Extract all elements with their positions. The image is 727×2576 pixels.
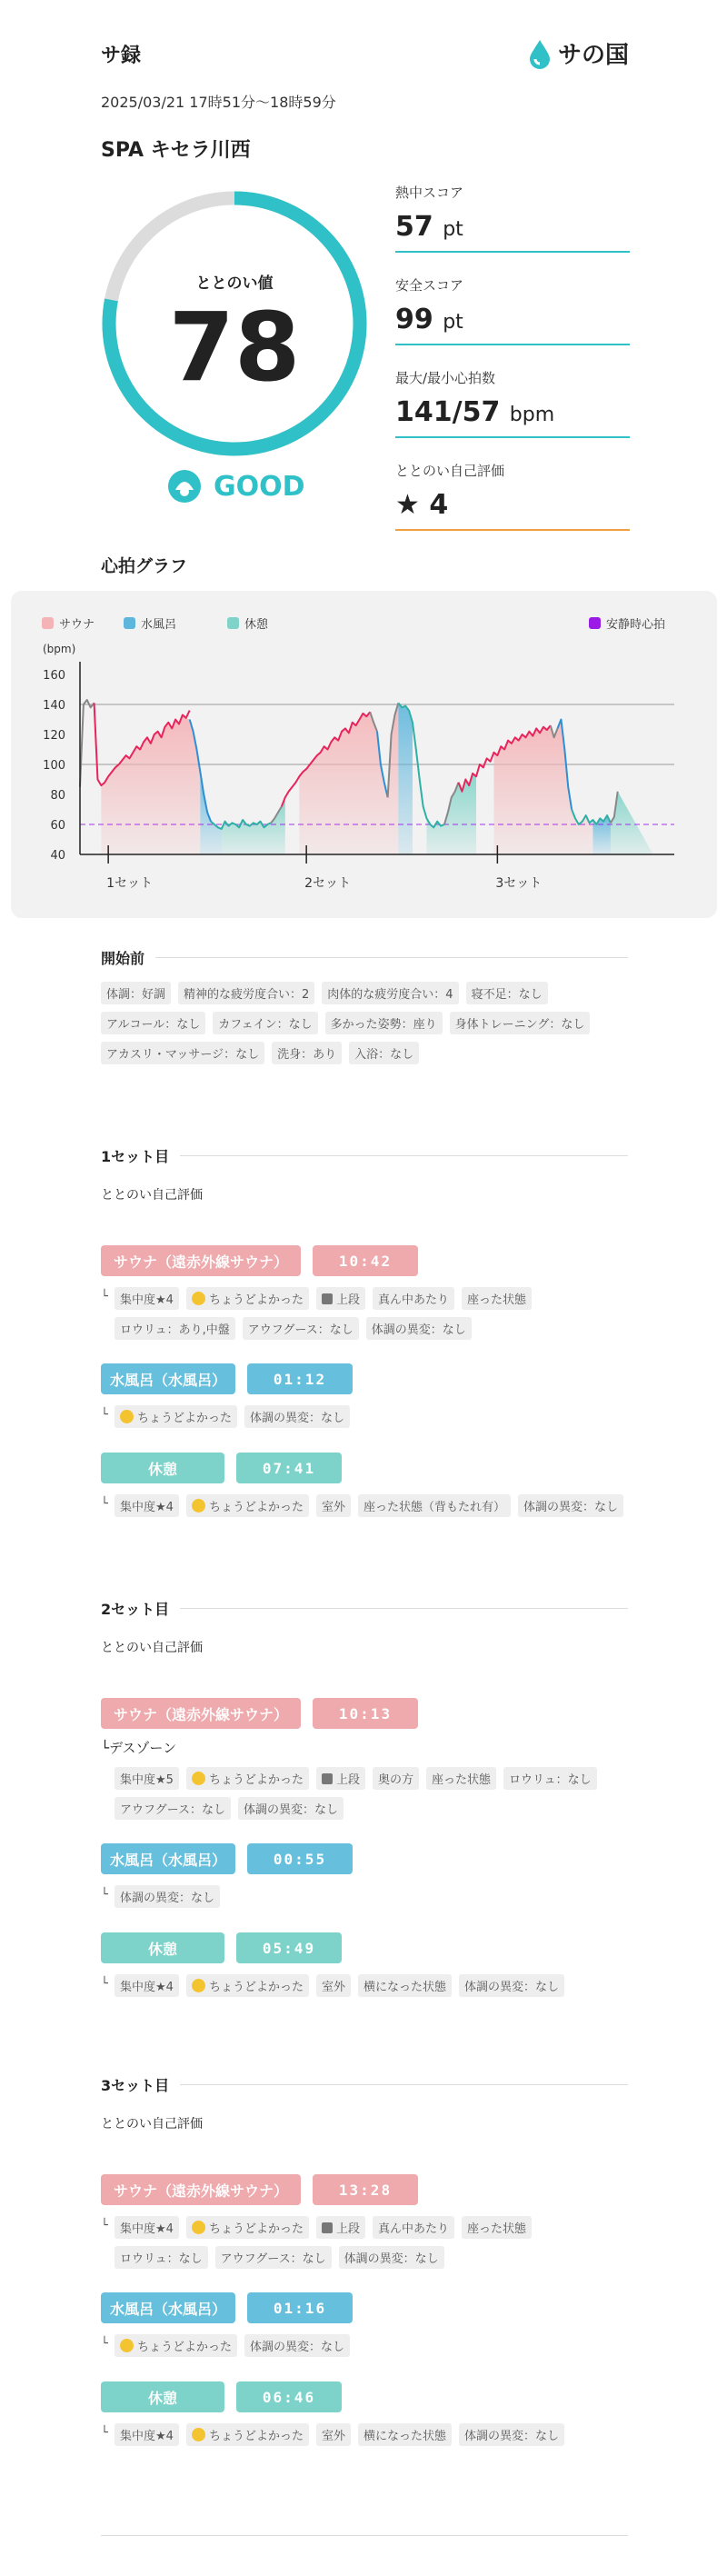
cold-pill: 水風呂（水風呂） [101,1363,235,1394]
sauna-time: 10:42 [313,1245,418,1276]
cold-pill: 水風呂（水風呂） [101,1843,235,1874]
tag: 室外 [316,1494,351,1517]
score-value: 57 pt [395,211,463,243]
branch-icon: └ [101,1408,108,1422]
tag: 洗身：あり [272,1042,342,1064]
sauna-tags [115,1767,623,1820]
branch-icon: └ [101,1290,108,1303]
y-tick-label: 40 [50,849,65,863]
y-tick-label: 140 [43,699,65,713]
before-section-header: 開始前 [101,947,628,968]
y-tick-label: 60 [50,819,65,833]
set-label: 3セット [495,876,543,891]
tag: 座った状態（背もたれ有） [358,1494,511,1517]
tag: ロウリュ：なし [115,2246,208,2269]
grade-badge [166,468,305,504]
tag: ちょうどよかった [186,1287,309,1310]
tag: 集中度★4 [115,1974,179,1997]
tag: 奥の方 [373,1767,419,1790]
tag: 座った状態 [462,2216,532,2239]
tag: ちょうどよかった [186,2216,309,2239]
branch-icon: └ [101,2337,108,2351]
score-label: 安全スコア [395,277,464,294]
bottom-divider [101,2535,628,2536]
tag: ちょうどよかった [115,1405,237,1428]
score-label: 熱中スコア [395,185,464,201]
score-value: 99 pt [395,304,463,335]
y-tick-label: 120 [43,729,65,743]
tag: ちょうどよかった [186,2423,309,2446]
y-tick-label: 160 [43,669,65,683]
tag: 上段 [316,2216,365,2239]
set-header: 2セット目 [101,1598,628,1619]
tag: 肉体的な疲労度合い：4 [322,982,458,1004]
set-header: 3セット目 [101,2074,628,2095]
phase-band-sauna [101,715,200,854]
sauna-hat-icon [166,468,203,504]
rest-time: 06:46 [236,2381,342,2412]
tag: ちょうどよかった [186,1974,309,1997]
y-tick-label: 100 [43,759,65,773]
rest-tags [115,1974,623,1997]
cold-tags [115,2334,623,2357]
tag: 集中度★5 [115,1767,179,1790]
cold-tags [115,1885,623,1908]
sauna-tags [115,2216,623,2269]
tag: 精神的な疲労度合い：2 [178,982,314,1004]
set-label: 1セット [106,876,154,891]
sauna-pill: サウナ（遠赤外線サウナ） [101,2174,301,2205]
tag: アカスリ・マッサージ：なし [101,1042,264,1064]
cold-tags [115,1405,623,1428]
score-label: 最大/最小心拍数 [395,370,496,386]
session-datetime: 2025/03/21 17時51分〜18時59分 [101,94,336,111]
tag: アルコール：なし [101,1012,205,1034]
smiley-face-icon [192,2428,205,2441]
tag: 横になった状態 [358,2423,452,2446]
self-eval-label: ととのい自己評価 [101,2117,203,2132]
tag: 室外 [316,1974,351,1997]
tag: 体調の異変：なし [459,1974,564,1997]
before-tags [101,982,628,1064]
heart-rate-chart [11,591,717,918]
score-safety [395,271,630,364]
tag: 体調の異変：なし [238,1797,344,1820]
brand-logo [527,36,629,70]
page-title: サ録 [101,45,142,67]
branch-icon: └ [101,1977,108,1991]
tag: 集中度★4 [115,2216,179,2239]
sauna-pill: サウナ（遠赤外線サウナ） [101,1698,301,1729]
sauna-pill: サウナ（遠赤外線サウナ） [101,1245,301,1276]
phase-band-rest [222,797,285,854]
tag: 体調：好調 [101,982,171,1004]
cold-time: 00:55 [247,1843,353,1874]
rest-pill: 休憩 [101,2381,224,2412]
tag: ロウリュ：あり,中盤 [115,1317,235,1340]
gauge-value: 78 [168,292,301,403]
phase-band-cold [200,772,221,854]
tag: 体調の異変：なし [459,2423,564,2446]
tag: 身体トレーニング：なし [450,1012,591,1034]
tag: 体調の異変：なし [339,2246,444,2269]
self-eval-label: ととのい自己評価 [101,1641,203,1655]
phase-band-cold [593,815,610,854]
score-list [395,178,630,549]
sauna-tags [115,1287,623,1340]
branch-icon: └ [101,1497,108,1511]
branch-icon: └ [101,1888,108,1902]
brand-logo-text: サの国 [558,42,630,69]
rest-tags [115,2423,623,2446]
heart-graph-card [11,591,717,918]
smiley-face-icon [192,1292,205,1305]
cold-pill: 水風呂（水風呂） [101,2292,235,2323]
tag: ちょうどよかった [186,1767,309,1790]
tag: カフェイン：なし [213,1012,317,1034]
tag: ちょうどよかった [115,2334,237,2357]
tag: 集中度★4 [115,2423,179,2446]
facility-name: SPA キセラ川西 [101,139,251,162]
heart-graph-title: 心拍グラフ [101,556,188,576]
tag: 寝不足：なし [466,982,548,1004]
phase-band-sauna [493,720,593,855]
score-self-eval [395,456,630,549]
y-tick-label: 80 [50,789,65,803]
rest-pill: 休憩 [101,1453,224,1483]
legend-resting-hr: 安静時心拍 [589,614,665,632]
water-drop-icon [527,38,553,69]
cold-time: 01:16 [247,2292,353,2323]
smiley-face-icon [120,2339,134,2352]
sauna-time: 10:13 [313,1698,418,1729]
branch-icon: └ [101,2426,108,2440]
tag: 座った状態 [462,1287,532,1310]
legend-sauna: サウナ [42,614,95,632]
branch-icon: └ [101,2219,108,2232]
gauge-label: ととのい値 [195,275,274,293]
tag: 体調の異変：なし [518,1494,623,1517]
tag: 室外 [316,2423,351,2446]
phase-band-cold [398,703,413,854]
tag: 体調の異変：なし [244,2334,350,2357]
tag: ちょうどよかった [186,1494,309,1517]
grade-text: GOOD [214,470,305,503]
self-eval-label: ととのい自己評価 [101,1188,203,1203]
tag: 体調の異変：なし [366,1317,472,1340]
smiley-face-icon [192,1499,205,1513]
cold-time: 01:12 [247,1363,353,1394]
sauna-time: 13:28 [313,2174,418,2205]
tag: 上段 [316,1287,365,1310]
tag: 集中度★4 [115,1494,179,1517]
rest-tags [115,1494,623,1517]
tag: 多かった姿勢：座り [325,1012,443,1034]
tag: 入浴：なし [349,1042,419,1064]
score-heat [395,178,630,271]
legend-cold: 水風呂 [124,614,176,632]
tag: 体調の異変：なし [115,1885,220,1908]
cube-icon [322,1293,333,1304]
tag: 集中度★4 [115,1287,179,1310]
tag: アウフグース：なし [243,1317,359,1340]
tag: 座った状態 [426,1767,496,1790]
tag: ロウリュ：なし [503,1767,597,1790]
tag: 横になった状態 [358,1974,452,1997]
cube-icon [322,2222,333,2233]
legend-rest: 休憩 [227,614,268,632]
tag: 真ん中あたり [373,2216,454,2239]
set-label: 2セット [304,876,352,891]
tag: アウフグース：なし [115,1797,231,1820]
smiley-face-icon [192,2221,205,2234]
branch-note: └デスゾーン [101,1740,177,1756]
rest-pill: 休憩 [101,1932,224,1963]
rest-time: 07:41 [236,1453,342,1483]
hr-line-other [80,700,95,787]
score-value: ★ 4 [395,489,449,521]
score-label: ととのい自己評価 [395,463,505,479]
smiley-face-icon [120,1410,134,1423]
rest-time: 05:49 [236,1932,342,1963]
tag: アウフグース：なし [215,2246,332,2269]
y-axis-label: (bpm) [43,643,76,655]
score-value: 141/57 bpm [395,396,555,428]
tag: 上段 [316,1767,365,1790]
cube-icon [322,1773,333,1784]
smiley-face-icon [192,1979,205,1992]
smiley-face-icon [192,1772,205,1785]
tag: 体調の異変：なし [244,1405,350,1428]
set-header: 1セット目 [101,1145,628,1166]
tag: 真ん中あたり [373,1287,454,1310]
score-heart-rate [395,364,630,456]
